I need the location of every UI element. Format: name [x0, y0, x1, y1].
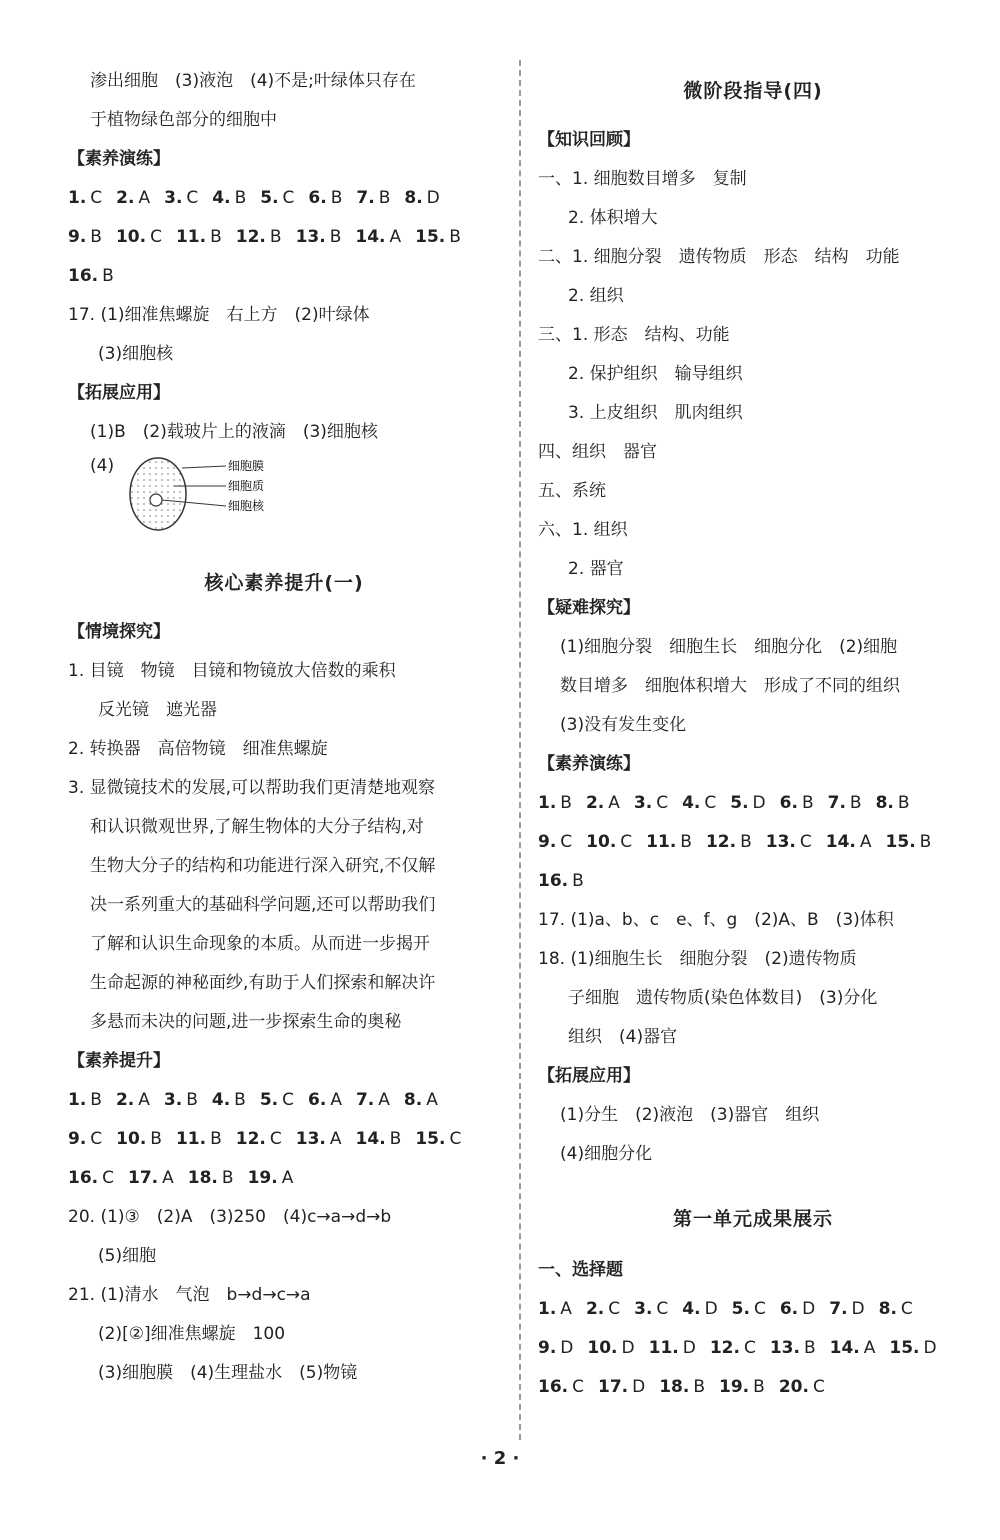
answer-item: [634, 784, 668, 823]
answer-letter: C: [743, 1338, 756, 1358]
answer-line: 组织 (4)器官: [568, 1027, 678, 1047]
answer-item: [116, 218, 162, 257]
question-number: 15.: [885, 832, 916, 852]
answer-letter: B: [234, 1090, 246, 1110]
left-column: [68, 62, 500, 1393]
answer-item: [730, 784, 765, 823]
question-number: 2.: [115, 1090, 135, 1110]
answer-letter: B: [572, 871, 584, 891]
answer-line: 3. 显微镜技术的发展,可以帮助我们更清楚地观察: [68, 778, 436, 798]
answer-item: [732, 1290, 766, 1329]
answer-letter: B: [849, 793, 862, 813]
question-number: 15.: [889, 1338, 920, 1358]
answer-letter: D: [632, 1377, 646, 1397]
answer-item: [829, 1290, 864, 1329]
answer-item: [649, 1329, 696, 1368]
question-number: 7.: [827, 793, 846, 813]
section-title: 核心素养提升(一): [204, 572, 364, 594]
answer-letter: D: [704, 1299, 718, 1319]
answer-row: [538, 862, 968, 901]
answer-item: [634, 1290, 668, 1329]
answer-item: [176, 1120, 222, 1159]
answer-item: [164, 179, 198, 218]
answer-letter: A: [389, 227, 402, 247]
answer-row: [538, 823, 968, 862]
answer-letter: C: [282, 188, 295, 208]
answer-letter: C: [269, 1129, 282, 1149]
answer-item: [116, 1081, 150, 1120]
question-number: 10.: [586, 832, 617, 852]
answer-row: [68, 1159, 500, 1198]
answer-letter: B: [693, 1377, 706, 1397]
answer-letter: B: [803, 1338, 816, 1358]
answer-letter: C: [90, 1129, 103, 1149]
answer-line: 18. (1)细胞生长 细胞分裂 (2)遗传物质: [538, 949, 857, 969]
cell-drawing: [118, 454, 318, 532]
question-number: 4.: [682, 793, 701, 813]
answer-item: [770, 1329, 816, 1368]
answer-item: [176, 218, 222, 257]
cell-diagram: [90, 454, 500, 532]
question-number: 9.: [538, 832, 557, 852]
question-number: 11.: [175, 1129, 207, 1149]
question-number: 8.: [875, 793, 894, 813]
answer-letter: B: [680, 832, 692, 852]
answer-line: 二、1. 细胞分裂 遗传物质 形态 结构 功能: [538, 247, 900, 267]
intro-line: 于植物绿色部分的细胞中: [90, 110, 277, 130]
answer-line: 2. 组织: [568, 286, 624, 306]
answer-letter: B: [210, 1129, 222, 1149]
answer-letter: C: [186, 188, 199, 208]
question-number: 4.: [212, 188, 231, 208]
answer-line: 四、组织 器官: [538, 442, 657, 462]
answer-item: [780, 784, 814, 823]
question-number: 6.: [308, 1090, 327, 1110]
answer-item: [719, 1368, 765, 1407]
answer-row: [538, 784, 968, 823]
answer-letter: C: [560, 832, 573, 852]
answer-item: [586, 823, 632, 862]
answer-letter: A: [138, 1090, 150, 1110]
answer-letter: B: [234, 188, 247, 208]
answer-item: [68, 257, 114, 296]
answer-item: [68, 1081, 102, 1120]
answer-line: 五、系统: [538, 481, 606, 501]
answer-item: [68, 179, 102, 218]
question-number: 11.: [648, 1338, 679, 1358]
question-number: 12.: [705, 832, 737, 852]
section-heading: 【素养演练】: [68, 149, 170, 169]
answer-item: [415, 218, 461, 257]
answer-item: [68, 1120, 102, 1159]
nucleus-shape: [150, 494, 162, 506]
question-number: 6.: [779, 793, 798, 813]
answer-line: 2. 保护组织 输导组织: [568, 364, 743, 384]
answer-item: [646, 823, 692, 862]
answer-letter: A: [281, 1168, 294, 1188]
question-number: 13.: [295, 1129, 326, 1149]
answer-item: [879, 1290, 913, 1329]
answer-item: [68, 218, 102, 257]
question-number: 2.: [585, 1299, 605, 1319]
question-number: 8.: [404, 188, 423, 208]
question-number: 13.: [295, 227, 326, 247]
answer-letter: C: [656, 793, 669, 813]
answer-item: [212, 179, 246, 218]
label-membrane: 细胞膜: [228, 459, 265, 473]
answer-item: [706, 823, 752, 862]
answer-item: [260, 179, 294, 218]
answer-item: [830, 1329, 876, 1368]
answer-letter: C: [753, 1299, 766, 1319]
question-number: 14.: [825, 832, 856, 852]
section-heading: 【疑难探究】: [538, 598, 640, 618]
answer-letter: D: [621, 1338, 635, 1358]
answer-row: [68, 179, 500, 218]
answer-letter: C: [620, 832, 633, 852]
answer-letter: A: [608, 793, 620, 813]
question-number: 1.: [538, 793, 557, 813]
answer-line: 数目增多 细胞体积增大 形成了不同的组织: [560, 676, 900, 696]
question-number: 13.: [769, 1338, 800, 1358]
question-number: 1.: [68, 1090, 87, 1110]
question-number: 15.: [415, 1129, 446, 1149]
answer-letter: B: [378, 188, 391, 208]
question-number: 8.: [403, 1090, 423, 1110]
answer-line: 和认识微观世界,了解生物体的大分子结构,对: [90, 817, 424, 837]
label-cytoplasm: 细胞质: [228, 479, 265, 493]
answer-row: [68, 1081, 500, 1120]
section-heading: 一、选择题: [538, 1260, 623, 1280]
answer-line: 2. 转换器 高倍物镜 细准焦螺旋: [68, 739, 328, 759]
question-number: 9.: [68, 1129, 87, 1149]
answer-line: 六、1. 组织: [538, 520, 628, 540]
answer-item: [296, 1120, 342, 1159]
answer-item: [659, 1368, 705, 1407]
question-number: 7.: [829, 1299, 848, 1319]
answer-item: [356, 1081, 390, 1120]
answer-letter: B: [389, 1129, 402, 1149]
question-number: 14.: [829, 1338, 860, 1358]
answer-item: [308, 179, 342, 218]
answer-item: [260, 1081, 294, 1120]
answer-row: [538, 1329, 968, 1368]
answer-letter: C: [102, 1168, 114, 1188]
label-nucleus: 细胞核: [228, 499, 265, 513]
answer-row: [68, 257, 500, 296]
answer-letter: D: [426, 188, 440, 208]
question-number: 12.: [235, 227, 266, 247]
question-number: 3.: [634, 1299, 653, 1319]
answer-letter: B: [919, 832, 932, 852]
answer-letter: A: [863, 1338, 876, 1358]
section-heading: 【情境探究】: [68, 622, 170, 642]
answer-line: 生物大分子的结构和功能进行深入研究,不仅解: [90, 856, 436, 876]
answer-letter: D: [752, 793, 766, 813]
answer-item: [826, 823, 872, 862]
answer-item: [586, 784, 620, 823]
answer-line: (3)没有发生变化: [560, 715, 687, 735]
answer-letter: B: [150, 1129, 162, 1149]
answer-row: [538, 1290, 968, 1329]
answer-letter: B: [102, 266, 114, 286]
question-number: 13.: [765, 832, 796, 852]
answer-item: [538, 862, 584, 901]
question-number: 6.: [779, 1299, 799, 1319]
question-number: 11.: [646, 832, 677, 852]
answer-item: [404, 1081, 438, 1120]
intro-line: 渗出细胞 (3)液泡 (4)不是;叶绿体只存在: [90, 71, 416, 91]
answer-letter: C: [90, 188, 103, 208]
answer-line: 1. 目镜 物镜 目镜和物镜放大倍数的乘积: [68, 661, 396, 681]
question-number: 7.: [356, 188, 375, 208]
answer-letter: C: [449, 1129, 462, 1149]
answer-letter: C: [282, 1090, 295, 1110]
question-number: 1.: [538, 1299, 557, 1319]
answer-row: [68, 218, 500, 257]
answer-item: [248, 1159, 294, 1198]
answer-letter: B: [330, 188, 343, 208]
answer-item: [710, 1329, 756, 1368]
answer-item: [889, 1329, 936, 1368]
answer-item: [779, 1368, 825, 1407]
answer-line: 三、1. 形态 结构、功能: [538, 325, 730, 345]
question-number: 1.: [68, 188, 87, 208]
question-number: 17.: [598, 1377, 629, 1397]
answer-line: (4)细胞分化: [560, 1144, 653, 1164]
answer-letter: D: [802, 1299, 816, 1319]
answer-item: [828, 784, 862, 823]
answer-letter: A: [162, 1168, 174, 1188]
answer-letter: C: [812, 1377, 825, 1397]
answer-item: [886, 823, 932, 862]
answer-line: 20. (1)③ (2)A (3)250 (4)c→a→d→b: [68, 1207, 392, 1227]
answer-item: [538, 1368, 584, 1407]
question-number: 9.: [68, 227, 87, 247]
answer-line: 2. 体积增大: [568, 208, 658, 228]
answer-letter: A: [426, 1090, 438, 1110]
question-number: 2.: [116, 188, 135, 208]
right-column: [538, 62, 968, 1407]
answer-item: [682, 784, 716, 823]
question-number: 10.: [115, 227, 147, 247]
question-number: 17.: [128, 1168, 159, 1188]
answer-item: [538, 823, 572, 862]
question-number: 18.: [659, 1377, 690, 1397]
figure-number: (4): [90, 456, 115, 476]
answer-letter: B: [740, 832, 752, 852]
answer-line: 3. 上皮组织 肌肉组织: [568, 403, 743, 423]
column-divider: [519, 60, 521, 1440]
section-heading: 【素养提升】: [68, 1051, 170, 1071]
question-number: 11.: [175, 227, 207, 247]
section-heading: 【拓展应用】: [68, 383, 170, 403]
answer-item: [780, 1290, 815, 1329]
answer-item: [598, 1368, 645, 1407]
answer-letter: C: [608, 1299, 621, 1319]
question-number: 5.: [730, 793, 749, 813]
question-number: 6.: [308, 188, 327, 208]
answer-letter: D: [560, 1338, 574, 1358]
answer-item: [164, 1081, 198, 1120]
answer-line: 21. (1)清水 气泡 b→d→c→a: [68, 1285, 311, 1305]
answer-letter: A: [859, 832, 872, 852]
answer-item: [356, 1120, 402, 1159]
answer-letter: A: [138, 188, 151, 208]
question-number: 20.: [778, 1377, 809, 1397]
answer-item: [538, 1329, 573, 1368]
answer-letter: C: [900, 1299, 913, 1319]
answer-letter: B: [329, 227, 342, 247]
question-number: 8.: [878, 1299, 897, 1319]
answer-line: (2)[②]细准焦螺旋 100: [98, 1324, 286, 1344]
answer-item: [876, 784, 910, 823]
question-number: 16.: [538, 1377, 569, 1397]
question-number: 4.: [682, 1299, 701, 1319]
answer-letter: B: [449, 227, 461, 247]
answer-letter: C: [572, 1377, 584, 1397]
answer-letter: B: [221, 1168, 234, 1188]
answer-line: 多悬而未决的问题,进一步探索生命的奥秘: [90, 1012, 402, 1032]
question-number: 16.: [68, 1168, 99, 1188]
answer-item: [308, 1081, 342, 1120]
answer-line: (1)分生 (2)液泡 (3)器官 组织: [560, 1105, 820, 1125]
answer-line: (3)细胞膜 (4)生理盐水 (5)物镜: [98, 1363, 358, 1383]
answer-item: [682, 1290, 717, 1329]
section-title: 第一单元成果展示: [672, 1208, 833, 1230]
answer-item: [404, 179, 439, 218]
answer-item: [538, 1290, 572, 1329]
answer-item: [236, 218, 282, 257]
question-number: 4.: [211, 1090, 231, 1110]
answer-line: (3)细胞核: [98, 344, 174, 364]
question-number: 19.: [719, 1377, 750, 1397]
answer-line: 反光镜 遮光器: [98, 700, 217, 720]
answer-item: [116, 179, 150, 218]
question-number: 5.: [259, 1090, 279, 1110]
answer-letter: B: [801, 793, 814, 813]
answer-line: 2. 器官: [568, 559, 624, 579]
answer-letter: B: [560, 793, 572, 813]
answer-line: 17. (1)a、b、c e、f、g (2)A、B (3)体积: [538, 910, 894, 930]
question-number: 5.: [731, 1299, 750, 1319]
answer-item: [188, 1159, 234, 1198]
question-number: 14.: [355, 1129, 386, 1149]
question-number: 14.: [355, 227, 386, 247]
answer-letter: C: [704, 793, 717, 813]
answer-line: 了解和认识生命现象的本质。从而进一步揭开: [90, 934, 430, 954]
question-number: 3.: [163, 1090, 183, 1110]
question-number: 16.: [68, 266, 99, 286]
answer-item: [586, 1290, 620, 1329]
section-heading: 【素养演练】: [538, 754, 640, 774]
question-number: 10.: [587, 1338, 618, 1358]
answer-line: 一、1. 细胞数目增多 复制: [538, 169, 747, 189]
section-heading: 【知识回顾】: [538, 130, 640, 150]
question-number: 9.: [538, 1338, 557, 1358]
answer-row: [68, 1120, 500, 1159]
answer-letter: B: [753, 1377, 765, 1397]
answer-line: 决一系列重大的基础科学问题,还可以帮助我们: [90, 895, 436, 915]
answer-item: [236, 1120, 282, 1159]
answer-letter: B: [210, 227, 222, 247]
answer-line: 生命起源的神秘面纱,有助于人们探索和解决许: [90, 973, 436, 993]
answer-letter: B: [897, 793, 910, 813]
answer-item: [212, 1081, 246, 1120]
answer-line: (5)细胞: [98, 1246, 157, 1266]
answer-letter: A: [560, 1299, 572, 1319]
answer-row: [538, 1368, 968, 1407]
answer-item: [116, 1120, 162, 1159]
answer-letter: B: [186, 1090, 198, 1110]
question-number: 19.: [247, 1168, 278, 1188]
question-number: 2.: [585, 793, 605, 813]
question-number: 12.: [709, 1338, 740, 1358]
question-number: 18.: [187, 1168, 218, 1188]
section-heading: 【拓展应用】: [538, 1066, 640, 1086]
answer-item: [415, 1120, 461, 1159]
question-number: 16.: [538, 871, 569, 891]
answer-item: [355, 218, 401, 257]
answer-letter: D: [851, 1299, 865, 1319]
question-number: 3.: [633, 793, 653, 813]
answer-letter: D: [682, 1338, 696, 1358]
answer-item: [68, 1159, 114, 1198]
answer-letter: C: [656, 1299, 669, 1319]
answer-letter: A: [329, 1129, 342, 1149]
question-number: 3.: [164, 188, 183, 208]
answer-letter: A: [330, 1090, 342, 1110]
answer-item: [766, 823, 812, 862]
answer-item: [296, 218, 342, 257]
answer-letter: B: [90, 227, 102, 247]
answer-line: 17. (1)细准焦螺旋 右上方 (2)叶绿体: [68, 305, 370, 325]
answer-letter: C: [799, 832, 812, 852]
answer-item: [128, 1159, 174, 1198]
question-number: 7.: [355, 1090, 375, 1110]
answer-letter: D: [923, 1338, 937, 1358]
answer-letter: B: [269, 227, 282, 247]
answer-item: [587, 1329, 634, 1368]
question-number: 5.: [260, 188, 279, 208]
question-number: 15.: [415, 227, 446, 247]
section-title: 微阶段指导(四): [683, 80, 823, 102]
answer-letter: A: [378, 1090, 390, 1110]
page-number: · 2 ·: [480, 1448, 520, 1469]
answer-line: 子细胞 遗传物质(染色体数目) (3)分化: [568, 988, 878, 1008]
answer-line: (1)B (2)载玻片上的液滴 (3)细胞核: [90, 422, 378, 442]
question-number: 10.: [116, 1129, 147, 1149]
question-number: 12.: [235, 1129, 266, 1149]
answer-item: [356, 179, 390, 218]
answer-letter: C: [150, 227, 162, 247]
answer-item: [538, 784, 572, 823]
answer-line: (1)细胞分裂 细胞生长 细胞分化 (2)细胞: [560, 637, 898, 657]
answer-letter: B: [90, 1090, 102, 1110]
